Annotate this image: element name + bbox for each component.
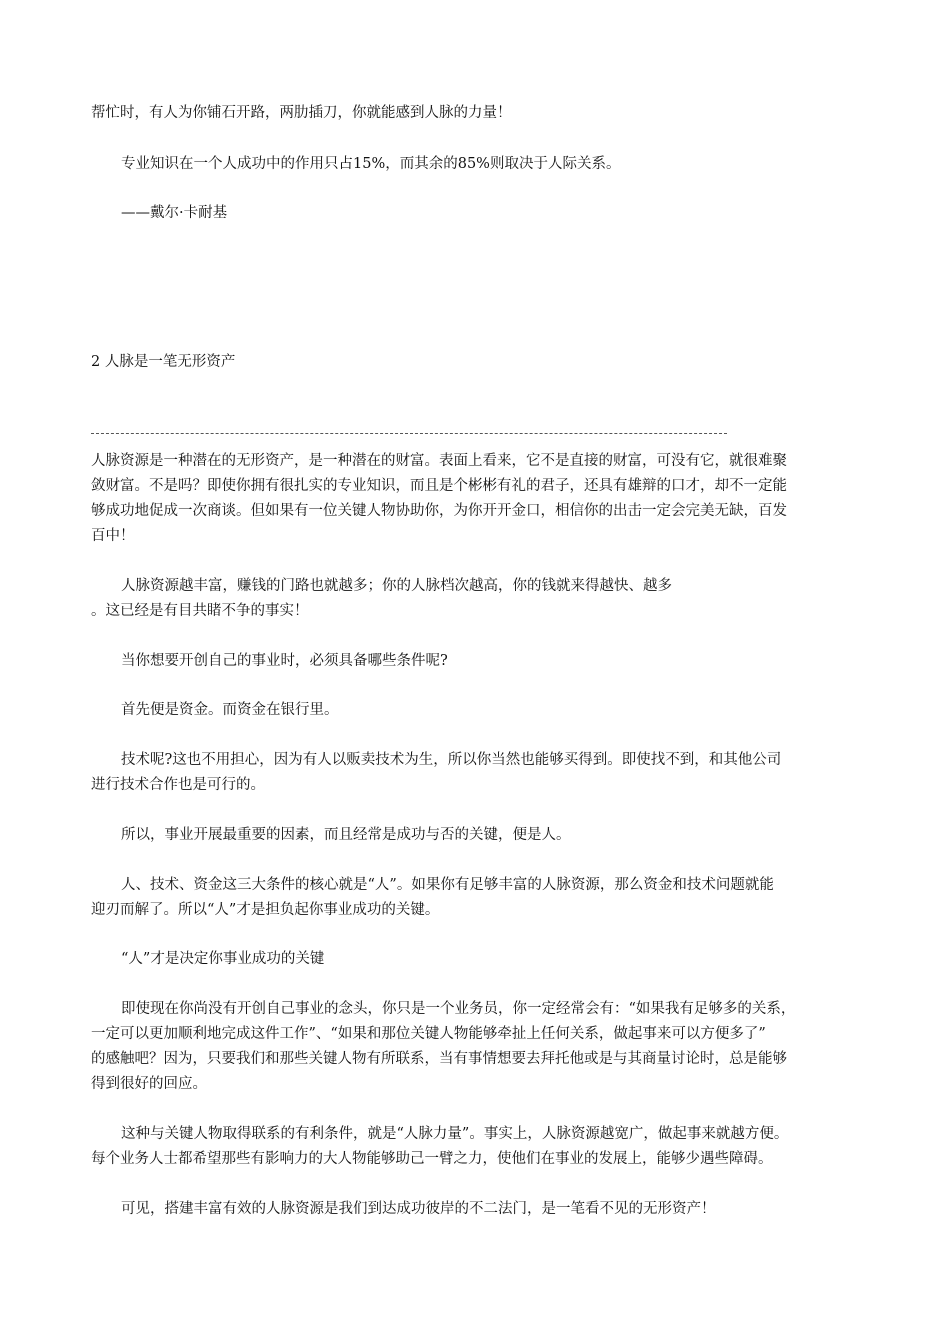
section-heading: 2 人脉是一笔无形资产 xyxy=(91,354,236,370)
text-line: 得到很好的回应。 xyxy=(91,1076,207,1092)
dashed-divider xyxy=(91,433,727,434)
text-line: 人脉资源越丰富，赚钱的门路也就越多；你的人脉档次越高，你的钱就来得越快、越多 xyxy=(121,578,672,594)
text-line: 所以，事业开展最重要的因素，而且经常是成功与否的关键，便是人。 xyxy=(121,827,571,843)
text-line: 即使现在你尚没有开创自己事业的念头，你只是一个业务员，你一定经常会有：“如果我有足够多的关系， xyxy=(121,1001,796,1017)
text-line: 首先便是资金。而资金在银行里。 xyxy=(121,702,339,718)
text-line: 迎刃而解了。所以“人”才是担负起你事业成功的关键。 xyxy=(91,902,440,918)
text-line: 技术呢?这也不用担心，因为有人以贩卖技术为生，所以你当然也能够买得到。即使找不到，和其他公司 xyxy=(121,752,782,768)
text-line: 敛财富。不是吗？即使你拥有很扎实的专业知识，而且是个彬彬有礼的君子，还具有雄辩的口才，却不一定能 xyxy=(91,478,787,494)
subheading-line: “人”才是决定你事业成功的关键 xyxy=(121,951,325,967)
text-line: 够成功地促成一次商谈。但如果有一位关键人物协助你，为你开开金口，相信你的出击一定会完美无缺，百发 xyxy=(91,503,787,519)
text-line: 这种与关键人物取得联系的有利条件，就是“人脉力量”。事实上，人脉资源越宽广，做起事来就越方便。 xyxy=(121,1126,789,1142)
text-line: 百中！ xyxy=(91,528,135,544)
text-line: 每个业务人士都希望那些有影响力的大人物能够助己一臂之力，使他们在事业的发展上，能够少遇些障碍。 xyxy=(91,1151,773,1167)
text-line: 。这已经是有目共睹不争的事实！ xyxy=(91,603,309,619)
text-line: 人、技术、资金这三大条件的核心就是“人”。如果你有足够丰富的人脉资源，那么资金和技术问题就能 xyxy=(121,877,774,893)
text-line: 当你想要开创自己的事业时，必须具备哪些条件呢? xyxy=(121,653,448,669)
text-line: 帮忙时，有人为你铺石开路，两肋插刀，你就能感到人脉的力量！ xyxy=(91,105,512,121)
text-line: 进行技术合作也是可行的。 xyxy=(91,777,265,793)
text-line: 一定可以更加顺利地完成这件工作”、“如果和那位关键人物能够牵扯上任何关系，做起事来可以方便多了” xyxy=(91,1026,766,1042)
text-line: 的感触吧？因为，只要我们和那些关键人物有所联系，当有事情想要去拜托他或是与其商量讨论时，总是能够 xyxy=(91,1051,787,1067)
text-line: 人脉资源是一种潜在的无形资产，是一种潜在的财富。表面上看来，它不是直接的财富，可没有它，就很难聚 xyxy=(91,453,787,469)
quote-line: 专业知识在一个人成功中的作用只占15%，而其余的85%则取决于人际关系。 xyxy=(121,156,621,172)
text-line: 可见，搭建丰富有效的人脉资源是我们到达成功彼岸的不二法门，是一笔看不见的无形资产！ xyxy=(121,1201,716,1217)
quote-attribution: ——戴尔·卡耐基 xyxy=(121,205,228,221)
